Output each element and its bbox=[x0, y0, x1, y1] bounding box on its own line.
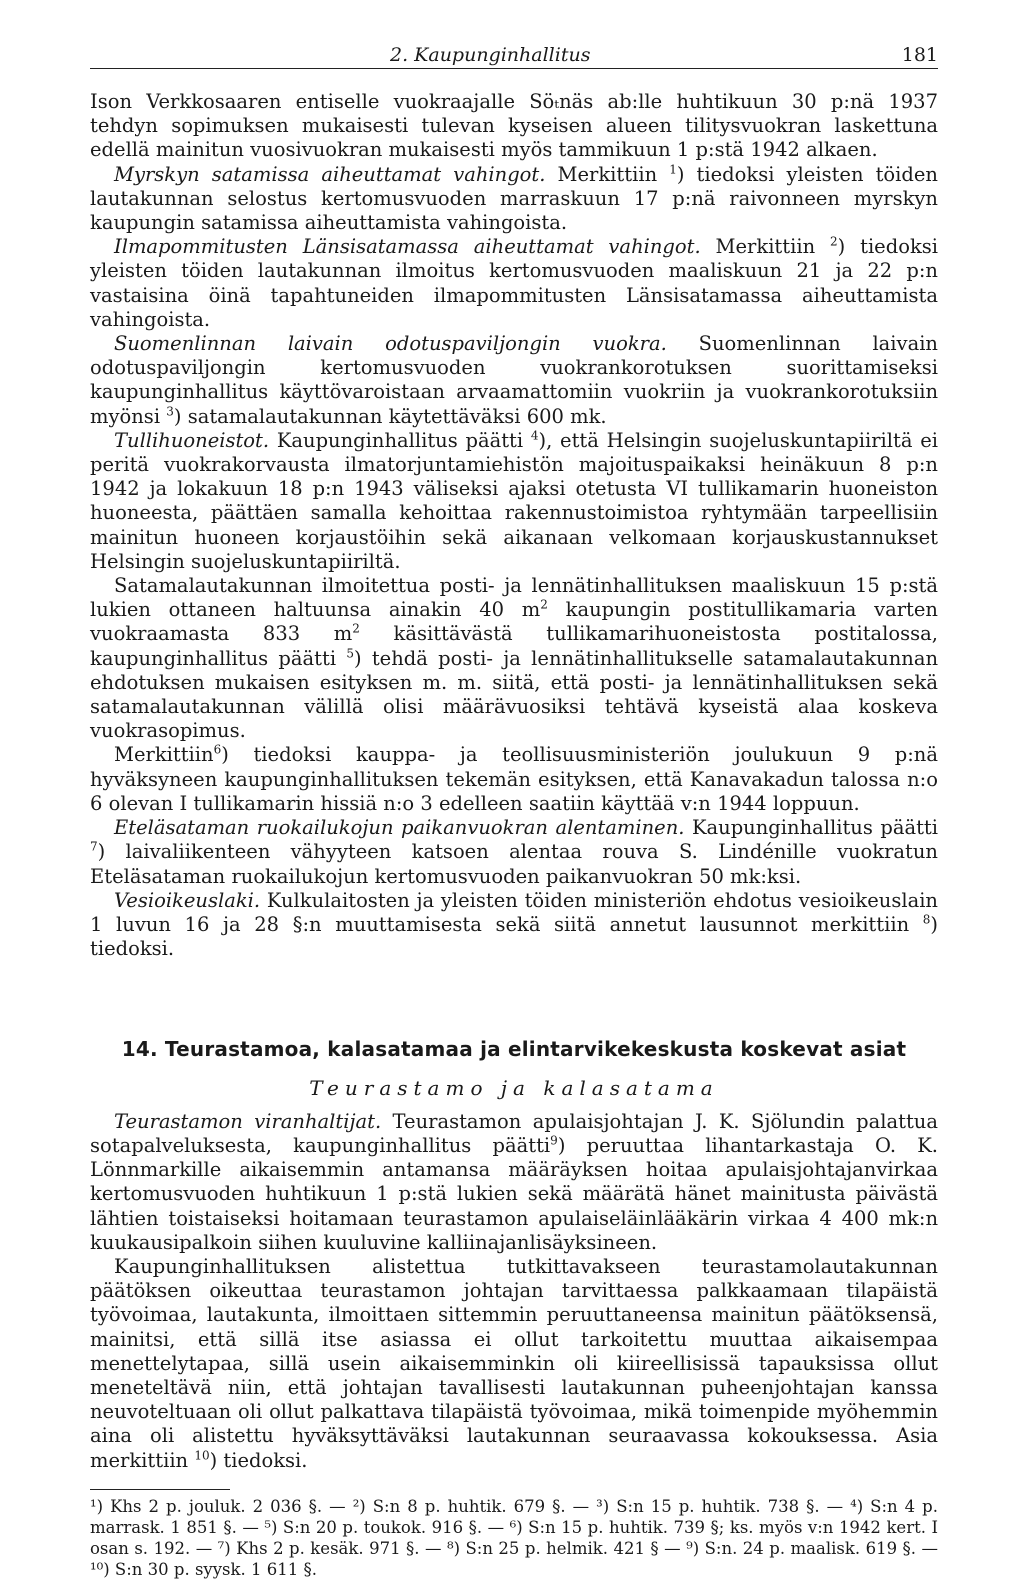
paragraph-heading: Myrskyn satamissa aiheuttamat vahingot. bbox=[114, 162, 546, 186]
paragraph-heading: Suomenlinnan laivain odotuspaviljongin vuokra. bbox=[114, 332, 667, 356]
paragraph: Suomenlinnan laivain odotuspaviljongin vuokra. Suomenlinnan laivain odotuspaviljongin kertomusvuoden vuokrankorotuksen suorittamiseksi kaupunginhallitus käyttövaroistaan arvaamattomiin vuokriin ja vuokrankorotuksiin myönsi $^3$) satamalautakunnan käytettäväksi 600 mk. bbox=[90, 332, 938, 428]
paragraph-heading: Vesioikeuslaki. bbox=[114, 888, 261, 912]
footnote-ref: 7 bbox=[90, 839, 98, 854]
footnote-ref: 6 bbox=[213, 742, 222, 757]
paragraph-heading: Eteläsataman ruokailukojun paikanvuokran alentaminen. bbox=[114, 816, 685, 840]
paragraph: Vesioikeuslaki. Kulkulaitosten ja yleisten töiden ministeriön ehdotus vesioikeuslain 1 luvun 16 ja 28 §:n muuttamisesta sekä siitä annetut lausunnot merkittiin $^8$) tiedoksi. bbox=[90, 888, 938, 961]
footnote-divider bbox=[90, 1489, 230, 1490]
paragraph: Satamalautakunnan ilmoitettua posti- ja lennätinhallituksen maaliskuun 15 p:stä lukien ottaneen haltuunsa ainakin 40 $m^2$ kaupungin postitullikamaria varten vuokraamasta 833 $m^2$ käsittävästä tullikamarihuoneistosta postitalossa, kaupunginhallitus päätti $^5$) tehdä posti- ja lennätinhallitukselle satamalautakunnan ehdotuksen mukaisen esityksen m. m. siitä, että posti- ja lennätinhallituksen sekä satamalautakunnan välillä olisi määrävuosiksi tehtävä kyseistä alaa koskeva vuokrasopimus. bbox=[90, 574, 939, 743]
page-number: 181 bbox=[901, 44, 938, 66]
paragraph: Eteläsataman ruokailukojun paikanvuokran alentaminen. Kaupunginhallitus päätti $^7$) laivaliikenteen vähyyteen katsoen alentaa rouva S. Lindénille vuokratun Eteläsataman ruokailukojun kertomusvuoden paikanvuokran 50 mk:ksi. bbox=[90, 816, 938, 888]
footnotes: ¹) Khs 2 p. jouluk. 2 036 §. — ²) S:n 8 p. huhtik. 679 §. — ³) S:n 15 p. huhtik. 738 §. — ⁴) S:n 4 p. marrask. 1 851 §. — ⁵) S:n 20 p. toukok. 916 §. — ⁶) S:n 15 p. huhtik. 739 §; ks. myös v:n 1942 kert. I osan s. 192. — ⁷) Khs 2 p. kesäk. 971 §. — ⁸) S:n 25 p. helmik. 421 § — ⁹) S:n. 24 p. maalisk. 619 §. — ¹⁰) S:n 30 p. syysk. 1 611 §. bbox=[90, 1496, 938, 1579]
superscript: 2 bbox=[540, 597, 548, 612]
footnote-ref: 9 bbox=[550, 1133, 558, 1148]
paragraph: Teurastamon viranhaltijat. Teurastamon apulaisjohtajan J. K. Sjölundin palattua sotapalveluksesta, kaupunginhallitus päätti$^9$) peruuttaa lihantarkastaja O. K. Lönnmarkille aikaisemmin antamansa määräyksen hoitaa apulaisjohtajanvirkaa kertomusvuoden huhtikuun 1 p:stä lukien sekä määrätä hänet mainitusta päivästä lähtien toistaiseksi hoitamaan teurastamon apulaiseläinlääkärin virkaa 4 400 mk:n kuukausipalkoin siihen kuuluvine kalliinajanlisäyksineen. bbox=[90, 1109, 939, 1254]
paragraph-heading: Teurastamon viranhaltijat. bbox=[114, 1109, 382, 1133]
section-subtitle: Teurastamo ja kalasatama bbox=[309, 1075, 719, 1100]
paragraph: Merkittiin$^6$) tiedoksi kauppa- ja teollisuusministeriön joulukuun 9 p:nä hyväksyneen kaupunginhallituksen tekemän esityksen, että Kanavakadun talossa n:o 6 olevan I tullikamarin hissiä n:o 3 edelleen saatiin käyttää v:n 1944 loppuun. bbox=[90, 742, 938, 815]
paragraph: Ison Verkkosaaren entiselle vuokraajalle Söₜnäs ab:lle huhtikuun 30 p:nä 1937 tehdyn sopimuksen mukaisesti tulevan kyseisen alueen tilitysvuokran laskettuna edellä mainitun vuosivuokran mukaisesti myös tammikuun 1 p:stä 1942 alkaen. bbox=[90, 90, 938, 162]
footnote-ref: 5 bbox=[346, 646, 354, 661]
footnote-ref: 8 bbox=[922, 912, 931, 927]
page-header bbox=[90, 40, 938, 69]
document-body bbox=[90, 90, 938, 1580]
superscript: 2 bbox=[352, 621, 360, 636]
running-title: 2. Kaupunginhallitus bbox=[390, 44, 591, 66]
document-page bbox=[90, 40, 939, 1579]
footnote-ref: 10 bbox=[194, 1448, 210, 1463]
paragraph: Tullihuoneistot. Kaupunginhallitus päätti $^4$), että Helsingin suojeluskuntapiiriltä ei peritä vuokrakorvausta ilmatorjuntamiehistön majoituspaikaksi heinäkuun 8 p:n 1942 ja lokakuun 18 p:n 1943 väliseksi ajaksi otetusta VI tullikamarin huoneiston huoneesta, päättäen samalla kehoittaa rakennustoimistoa ryhtymään tarpeellisiin mainitun huoneen korjaustöihin sekä aikanaan velkomaan korjauskustannukset Helsingin suojeluskuntapiiriltä. bbox=[90, 428, 938, 573]
footnote-ref: 3 bbox=[166, 404, 174, 419]
footnote-ref: 2 bbox=[830, 234, 838, 249]
paragraph: Ilmapommitusten Länsisatamassa aiheuttamat vahingot. Merkittiin $^2$) tiedoksi yleisten töiden lautakunnan ilmoitus kertomusvuoden maaliskuun 21 ja 22 p:n vastaisina öinä tapahtuneiden ilmapommitusten Länsisatamassa aiheuttamista vahingoista. bbox=[90, 234, 939, 331]
paragraph-heading: Tullihuoneistot. bbox=[114, 428, 270, 452]
section-title: 14. Teurastamoa, kalasatamaa ja elintarvikekeskusta koskevat asiat bbox=[121, 1037, 907, 1062]
footnote-ref: 1 bbox=[669, 162, 677, 177]
paragraph: Myrskyn satamissa aiheuttamat vahingot. Merkittiin $^1$) tiedoksi yleisten töiden lautakunnan selostus kertomusvuoden marraskuun 17 p:nä raivonneen myrskyn kaupungin satamissa aiheuttamista vahingoista. bbox=[90, 162, 938, 235]
paragraph: Kaupunginhallituksen alistettua tutkittavakseen teurastamolautakunnan päätöksen oikeuttaa teurastamon johtajan tarvittaessa palkkaamaan tilapäistä työvoimaa, lautakunta, ilmoittaen sittemmin peruuttaneensa mainitun päätöksensä, mainitsi, että sillä itse asiassa ei ollut tarkoitettu muuttaa aikaisempaa menettelytapaa, sillä usein aikaisemminkin oli kiireellisissä tapauksissa ollut meneteltävä niin, että johtajan tavallisesti lautakunnan puheenjohtajan kanssa neuvoteltuaan oli ollut palkattava tilapäistä työvoimaa, mikä toimenpide myöhemmin aina oli alistettu hyväksyttäväksi lautakunnan seuraavassa kokouksessa. Asia merkittiin $^{10}$) tiedoksi. bbox=[90, 1254, 938, 1472]
footnote-ref: 4 bbox=[530, 428, 539, 443]
paragraph-heading: Ilmapommitusten Länsisatamassa aiheuttamat vahingot. bbox=[114, 235, 701, 259]
